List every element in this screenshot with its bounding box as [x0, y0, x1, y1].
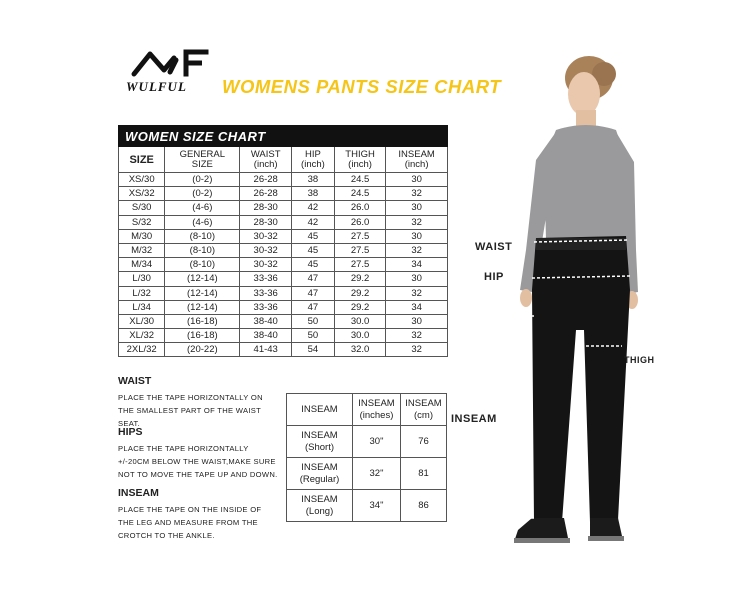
table-cell: L/34 — [119, 300, 165, 314]
table-cell: (4-6) — [165, 215, 240, 229]
table-cell: XL/30 — [119, 314, 165, 328]
size-chart-col-header — [386, 147, 448, 173]
inseam-type-name: INSEAM — [301, 429, 338, 441]
table-cell: 27.5 — [334, 229, 385, 243]
table-row — [287, 426, 447, 458]
hips-instruction-title: HIPS — [118, 426, 143, 438]
table-cell: 41-43 — [240, 343, 292, 357]
table-cell: 50 — [292, 314, 335, 328]
col-header-line1: THIGH — [345, 148, 375, 160]
table-cell: 27.5 — [334, 243, 385, 257]
inseam-instruction — [118, 487, 278, 542]
table-cell: XS/32 — [119, 187, 165, 201]
table-row — [119, 173, 448, 187]
waist-instruction-text: PLACE THE TAPE HORIZONTALLY ON THE SMALLEST PART OF THE WAIST SEAT. — [118, 393, 263, 428]
table-cell: 30 — [386, 272, 448, 286]
table-cell: XL/32 — [119, 329, 165, 343]
inseam-type-name: INSEAM — [301, 461, 338, 473]
table-cell: 32 — [386, 329, 448, 343]
table-row — [119, 215, 448, 229]
model-figure — [440, 50, 690, 550]
table-cell: 32 — [386, 187, 448, 201]
table-cell: 30-32 — [240, 258, 292, 272]
model-illustration — [440, 50, 690, 550]
table-cell: 47 — [292, 286, 335, 300]
col-header-line1: WAIST — [250, 148, 281, 160]
table-cell: M/32 — [119, 243, 165, 257]
table-cell: 33-36 — [240, 272, 292, 286]
col-header-line1: SIZE — [129, 153, 154, 166]
model-thigh-label: THIGH — [624, 355, 655, 365]
size-chart-col-header — [119, 147, 165, 173]
inseam-header-line2: (cm) — [414, 409, 433, 421]
table-row — [119, 286, 448, 300]
inseam-instruction-title: INSEAM — [118, 487, 159, 499]
table-row — [119, 201, 448, 215]
inseam-cm-cell: 76 — [401, 426, 447, 458]
inseam-type-cell — [287, 458, 353, 490]
col-header-line1: INSEAM — [398, 148, 435, 160]
inseam-col-header — [287, 394, 353, 426]
size-chart-col-header — [292, 147, 335, 173]
inseam-header-line1: INSEAM — [358, 397, 395, 409]
table-cell: 30.0 — [334, 329, 385, 343]
table-row — [119, 329, 448, 343]
table-cell: M/30 — [119, 229, 165, 243]
inseam-inches-cell: 34" — [353, 490, 401, 522]
brand-name: WULFUL — [126, 79, 187, 94]
table-cell: 28-30 — [240, 215, 292, 229]
table-cell: 50 — [292, 329, 335, 343]
table-cell: (8-10) — [165, 258, 240, 272]
table-cell: 30-32 — [240, 243, 292, 257]
table-cell: 34 — [386, 258, 448, 272]
table-cell: 28-30 — [240, 201, 292, 215]
hips-instruction — [118, 426, 278, 481]
table-cell: (16-18) — [165, 314, 240, 328]
table-cell: (8-10) — [165, 229, 240, 243]
table-row — [287, 490, 447, 522]
table-row — [119, 258, 448, 272]
table-cell: XS/30 — [119, 173, 165, 187]
table-cell: 2XL/32 — [119, 343, 165, 357]
table-cell: 38 — [292, 173, 335, 187]
table-row — [287, 458, 447, 490]
table-cell: 33-36 — [240, 286, 292, 300]
inseam-type-sub: (Regular) — [299, 473, 340, 485]
table-row — [119, 229, 448, 243]
inseam-col-header — [353, 394, 401, 426]
table-cell: 26.0 — [334, 215, 385, 229]
waist-instruction-title: WAIST — [118, 375, 152, 387]
table-cell: 54 — [292, 343, 335, 357]
table-cell: 29.2 — [334, 286, 385, 300]
table-cell: 26.0 — [334, 201, 385, 215]
size-chart-col-header — [334, 147, 385, 173]
table-cell: 45 — [292, 258, 335, 272]
table-cell: (0-2) — [165, 187, 240, 201]
inseam-cm-cell: 81 — [401, 458, 447, 490]
table-row — [119, 300, 448, 314]
table-cell: 30.0 — [334, 314, 385, 328]
col-header-line2: (inch) — [301, 158, 325, 170]
table-cell: (8-10) — [165, 243, 240, 257]
table-cell: 30-32 — [240, 229, 292, 243]
table-cell: 38-40 — [240, 329, 292, 343]
table-cell: (4-6) — [165, 201, 240, 215]
table-cell: 24.5 — [334, 187, 385, 201]
inseam-header-line1: INSEAM — [405, 397, 442, 409]
hips-instruction-text: PLACE THE TAPE HORIZONTALLY +/-20CM BELOW THE WAIST,MAKE SURE NOT TO MOVE THE TAPE UP AND DOWN. — [118, 444, 278, 479]
table-row — [119, 272, 448, 286]
table-cell: (12-14) — [165, 272, 240, 286]
col-header-line2: SIZE — [191, 158, 213, 170]
table-cell: 30 — [386, 173, 448, 187]
inseam-type-cell — [287, 426, 353, 458]
model-inseam-label: INSEAM — [451, 413, 497, 425]
table-cell: 33-36 — [240, 300, 292, 314]
inseam-type-sub: (Short) — [304, 441, 335, 453]
table-cell: 45 — [292, 229, 335, 243]
inseam-cm-cell: 86 — [401, 490, 447, 522]
table-cell: 32 — [386, 343, 448, 357]
size-chart-col-header — [240, 147, 292, 173]
table-cell: L/32 — [119, 286, 165, 300]
table-cell: 27.5 — [334, 258, 385, 272]
table-cell: (16-18) — [165, 329, 240, 343]
table-cell: 32 — [386, 243, 448, 257]
table-row — [119, 343, 448, 357]
table-cell: 32 — [386, 286, 448, 300]
inseam-chart-header-row — [287, 394, 447, 426]
table-cell: (20-22) — [165, 343, 240, 357]
col-header-line1: GENERAL — [179, 148, 226, 160]
table-row — [119, 314, 448, 328]
table-cell: (12-14) — [165, 300, 240, 314]
inseam-header-line1: INSEAM — [301, 403, 338, 415]
col-header-line1: HIP — [305, 148, 321, 160]
table-row — [119, 243, 448, 257]
inseam-type-cell — [287, 490, 353, 522]
table-cell: L/30 — [119, 272, 165, 286]
inseam-instruction-text: PLACE THE TAPE ON THE INSIDE OF THE LEG AND MEASURE FROM THE CROTCH TO THE ANKLE. — [118, 505, 262, 540]
brand-logo — [126, 46, 218, 96]
table-cell: 47 — [292, 300, 335, 314]
page-title: WOMENS PANTS SIZE CHART — [222, 76, 502, 97]
table-cell: (0-2) — [165, 173, 240, 187]
table-cell: 38 — [292, 187, 335, 201]
wolf-mark-icon — [130, 46, 210, 78]
table-cell: 45 — [292, 243, 335, 257]
inseam-chart-table — [286, 393, 447, 522]
model-hip-label: HIP — [484, 271, 504, 283]
model-waist-label: WAIST — [475, 241, 513, 253]
waist-instruction — [118, 375, 278, 430]
table-cell: 42 — [292, 215, 335, 229]
size-chart-col-header — [165, 147, 240, 173]
size-chart-caption: WOMEN SIZE CHART — [119, 126, 448, 147]
table-cell: 26-28 — [240, 187, 292, 201]
table-cell: 34 — [386, 300, 448, 314]
inseam-header-line2: (inches) — [359, 409, 394, 421]
col-header-line2: (inch) — [348, 158, 372, 170]
table-cell: 32 — [386, 215, 448, 229]
table-cell: (12-14) — [165, 286, 240, 300]
inseam-type-name: INSEAM — [301, 493, 338, 505]
size-chart-table — [118, 125, 448, 357]
table-cell: M/34 — [119, 258, 165, 272]
table-cell: S/32 — [119, 215, 165, 229]
table-cell: 26-28 — [240, 173, 292, 187]
inseam-inches-cell: 30" — [353, 426, 401, 458]
table-cell: 32.0 — [334, 343, 385, 357]
inseam-inches-cell: 32" — [353, 458, 401, 490]
col-header-line2: (inch) — [253, 158, 278, 170]
table-cell: 30 — [386, 201, 448, 215]
table-cell: 30 — [386, 229, 448, 243]
table-cell: 29.2 — [334, 300, 385, 314]
table-cell: 47 — [292, 272, 335, 286]
table-cell: 42 — [292, 201, 335, 215]
table-cell: 38-40 — [240, 314, 292, 328]
table-cell: S/30 — [119, 201, 165, 215]
size-chart-header-row — [119, 147, 448, 173]
table-cell: 30 — [386, 314, 448, 328]
table-cell: 24.5 — [334, 173, 385, 187]
inseam-type-sub: (Long) — [305, 505, 334, 517]
table-cell: 29.2 — [334, 272, 385, 286]
table-row — [119, 187, 448, 201]
col-header-line2: (inch) — [404, 158, 429, 170]
